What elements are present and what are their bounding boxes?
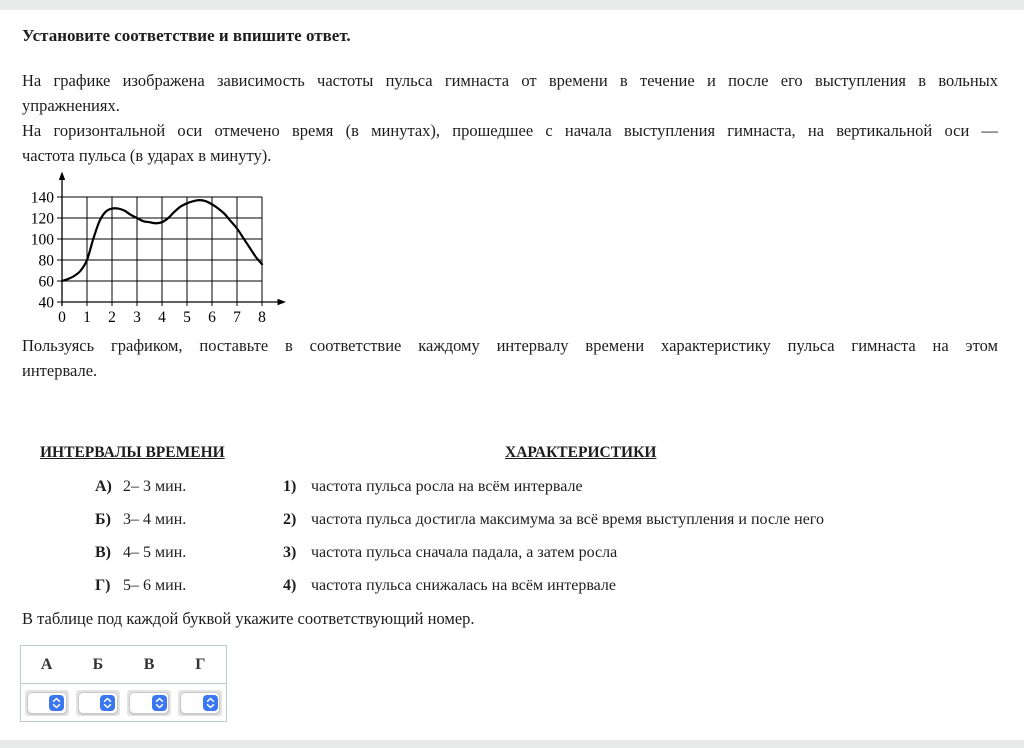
table-instruction: В таблице под каждой буквой укажите соответствующий номер.	[22, 609, 475, 628]
svg-text:40: 40	[38, 294, 54, 312]
svg-text:3: 3	[133, 309, 141, 326]
interval-letter: Г)	[95, 577, 111, 594]
match-row	[22, 470, 1002, 503]
select-stepper-icon[interactable]	[152, 695, 167, 711]
interval-text: 2– 3 мин.	[123, 478, 187, 495]
interval-letter: А)	[95, 478, 112, 495]
select-stepper-icon[interactable]	[100, 695, 115, 711]
interval-letter: Б)	[95, 511, 111, 528]
match-row	[22, 503, 1002, 536]
bottom-divider-bar	[0, 740, 1024, 748]
svg-text:140: 140	[30, 189, 54, 207]
svg-text:7: 7	[233, 309, 241, 326]
spacer	[22, 569, 95, 602]
match-row	[22, 569, 1002, 602]
answer-table-header	[21, 646, 226, 684]
answer-select-b[interactable]	[76, 690, 120, 716]
pulse-chart	[28, 170, 298, 328]
answer-select-v-field[interactable]	[129, 692, 169, 714]
top-divider-bar	[0, 0, 1024, 10]
spacer	[22, 536, 95, 569]
match-list	[22, 470, 1002, 602]
svg-text:100: 100	[30, 231, 54, 249]
answer-column-g: Г	[195, 655, 206, 673]
interval-text: 3– 4 мин.	[123, 511, 187, 528]
answer-select-v[interactable]	[127, 690, 171, 716]
svg-text:1: 1	[83, 309, 91, 326]
spacer	[22, 470, 95, 503]
characteristic-number: 1)	[283, 478, 297, 495]
axes-description-paragraph	[22, 118, 998, 168]
interval-text: 4– 5 мин.	[123, 544, 187, 561]
match-row	[22, 536, 1002, 569]
svg-text:6: 6	[208, 309, 216, 326]
interval-text: 5– 6 мин.	[123, 577, 187, 594]
select-stepper-icon[interactable]	[49, 695, 64, 711]
svg-text:5: 5	[183, 309, 191, 326]
characteristic-text: частота пульса росла на всём интервале	[311, 478, 583, 495]
answer-select-g-field[interactable]	[180, 692, 220, 714]
characteristic-number: 2)	[283, 511, 297, 528]
svg-text:4: 4	[158, 309, 166, 326]
intro-paragraph-line2: упражнениях.	[22, 96, 120, 115]
intervals-header: ИНТЕРВАЛЫ ВРЕМЕНИ	[40, 444, 225, 461]
answer-table	[20, 645, 227, 722]
axes-description-line2: частота пульса (в ударах в минуту).	[22, 146, 272, 165]
interval-letter: В)	[95, 544, 111, 561]
task-paragraph-line1: Пользуясь графиком, поставьте в соответствие каждому интервалу времени характеристику пульса гимнаста на этом	[22, 336, 998, 355]
svg-text:60: 60	[38, 273, 54, 291]
answer-column-b: Б	[92, 655, 104, 673]
task-paragraph-line2: интервале.	[22, 361, 98, 380]
page-title: Установите соответствие и впишите ответ.	[22, 26, 351, 45]
answer-column-v: В	[143, 655, 155, 673]
svg-text:80: 80	[38, 252, 54, 270]
characteristic-text: частота пульса сначала падала, а затем росла	[311, 544, 618, 561]
characteristic-text: частота пульса снижалась на всём интервале	[311, 577, 616, 594]
task-paragraph	[22, 333, 998, 383]
answer-select-a[interactable]	[25, 690, 69, 716]
characteristic-number: 3)	[283, 544, 297, 561]
answer-table-selects-row	[21, 684, 226, 721]
answer-select-g[interactable]	[178, 690, 222, 716]
characteristics-header: ХАРАКТЕРИСТИКИ	[505, 444, 657, 461]
characteristic-text: частота пульса достигла максимума за всё время выступления и после него	[311, 511, 824, 528]
intro-paragraph-line1: На графике изображена зависимость частоты пульса гимнаста от времени в течение и после его выступления в вольных	[22, 71, 998, 90]
answer-column-a: А	[40, 655, 53, 673]
svg-text:120: 120	[30, 210, 54, 228]
intro-paragraph	[22, 68, 998, 118]
match-column-headers	[22, 444, 1002, 464]
svg-text:2: 2	[108, 309, 116, 326]
answer-select-a-field[interactable]	[27, 692, 67, 714]
spacer	[22, 503, 95, 536]
axes-description-line1: На горизонтальной оси отмечено время (в минутах), прошедшее с начала выступления гимнаста, на вертикальной оси —	[22, 121, 998, 140]
svg-text:8: 8	[258, 309, 266, 326]
svg-text:0: 0	[58, 309, 66, 326]
characteristic-number: 4)	[283, 577, 297, 594]
pulse-chart-container	[28, 170, 298, 333]
select-stepper-icon[interactable]	[203, 695, 218, 711]
answer-select-b-field[interactable]	[78, 692, 118, 714]
